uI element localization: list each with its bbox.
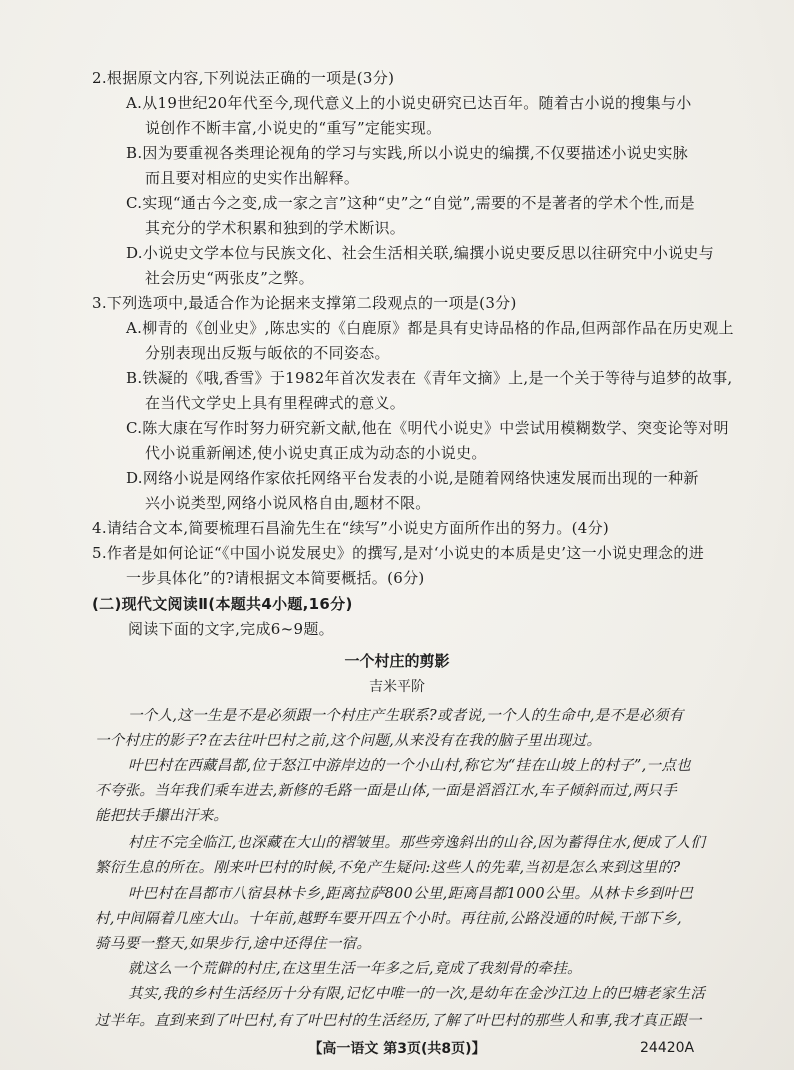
q5-stem: 5.作者是如何论证“《中国小说发展史》的撰写,是对‘小说史的本质是史’这一小说史理念的进 (92, 544, 704, 562)
article-line: 不夸张。当年我们乘车进去,新修的毛路一面是山体,一面是滔滔江水,车子倾斜而过,两只手 (95, 783, 678, 799)
q2-option-d: D.小说史文学本位与民族文化、社会生活相关联,编撰小说史要反思以往研究中小说史与 (126, 244, 715, 262)
article-line: 村,中间隔着几座大山。十年前,越野车要开四五个小时。再往前,公路没通的时候,干部下乡, (95, 911, 682, 927)
exam-code: 24420A (640, 1040, 695, 1056)
article-author: 吉米平阶 (369, 679, 425, 695)
q3-stem: 3.下列选项中,最适合作为论据来支撑第二段观点的一项是(3分) (92, 294, 517, 312)
q5-stem-cont: 一步具体化”的?请根据文本简要概括。(6分) (126, 569, 425, 587)
article-line: 一个村庄的影子?在去往叶巴村之前,这个问题,从来没有在我的脑子里出现过。 (95, 733, 602, 749)
q2-option-d-cont: 社会历史“两张皮”之弊。 (145, 269, 314, 287)
article-line: 叶巴村在昌都市八宿县林卡乡,距离拉萨800公里,距离昌都1000公里。从林卡乡到叶巴 (128, 886, 693, 902)
q2-option-c: C.实现“通古今之变,成一家之言”这种“史”之“自觉”,需要的不是著者的学术个性,而是 (126, 194, 695, 212)
article-line: 就这么一个荒僻的村庄,在这里生活一年多之后,竟成了我刻骨的牵挂。 (128, 961, 582, 977)
article-line: 叶巴村在西藏昌都,位于怒江中游岸边的一个小山村,称它为“挂在山坡上的村子”,一点也 (128, 758, 691, 774)
q3-option-a-cont: 分别表现出反叛与皈依的不同姿态。 (145, 344, 390, 362)
q3-option-d: D.网络小说是网络作家依托网络平台发表的小说,是随着网络快速发展而出现的一种新 (126, 469, 699, 487)
q2-stem: 2.根据原文内容,下列说法正确的一项是(3分) (92, 69, 395, 87)
section-heading: (二)现代文阅读Ⅱ(本题共4小题,16分) (92, 595, 353, 613)
article-line: 能把扶手攥出汗来。 (95, 808, 229, 824)
q3-option-c-cont: 代小说重新阐述,使小说史真正成为动态的小说史。 (145, 444, 487, 462)
article-line: 繁衍生息的所在。刚来叶巴村的时候,不免产生疑问:这些人的先辈,当初是怎么来到这里的? (95, 860, 681, 876)
article-line: 骑马要一整天,如果步行,途中还得住一宿。 (95, 936, 372, 952)
article-title: 一个村庄的剪影 (344, 652, 450, 670)
q3-option-b: B.铁凝的《哦,香雪》于1982年首次发表在《青年文摘》上,是一个关于等待与追梦的故事, (126, 369, 733, 387)
q3-option-c: C.陈大康在写作时努力研究新文献,他在《明代小说史》中尝试用模糊数学、突变论等对明 (126, 419, 729, 437)
q2-option-b: B.因为要重视各类理论视角的学习与实践,所以小说史的编撰,不仅要描述小说史实脉 (126, 144, 689, 162)
q2-option-c-cont: 其充分的学术积累和独到的学术断识。 (145, 219, 406, 237)
q2-option-b-cont: 而且要对相应的史实作出解释。 (145, 169, 360, 187)
q3-option-a: A.柳青的《创业史》,陈忠实的《白鹿原》都是具有史诗品格的作品,但两部作品在历史观上 (126, 319, 734, 337)
article-line: 村庄不完全临江,也深藏在大山的褶皱里。那些旁逸斜出的山谷,因为蓄得住水,便成了人们 (128, 835, 706, 851)
section-instruction: 阅读下面的文字,完成6~9题。 (128, 620, 334, 638)
q3-option-d-cont: 兴小说类型,网络小说风格自由,题材不限。 (145, 494, 431, 512)
article-line: 一个人,这一生是不是必须跟一个村庄产生联系?或者说,一个人的生命中,是不是必须有 (128, 708, 684, 724)
q2-option-a: A.从19世纪20年代至今,现代意义上的小说史研究已达百年。随着古小说的搜集与小 (126, 94, 692, 112)
article-line: 过半年。直到来到了叶巴村,有了叶巴村的生活经历,了解了叶巴村的那些人和事,我才真正跟一 (95, 1013, 702, 1029)
article-line: 其实,我的乡村生活经历十分有限,记忆中唯一的一次,是幼年在金沙江边上的巴塘老家生活 (128, 986, 706, 1002)
page-footer: 【高一语文 第3页(共8页)】 (308, 1041, 486, 1057)
q3-option-b-cont: 在当代文学史上具有里程碑式的意义。 (145, 394, 406, 412)
q2-option-a-cont: 说创作不断丰富,小说史的“重写”定能实现。 (145, 119, 442, 137)
q4-stem: 4.请结合文本,简要梳理石昌渝先生在“续写”小说史方面所作出的努力。(4分) (92, 519, 610, 537)
